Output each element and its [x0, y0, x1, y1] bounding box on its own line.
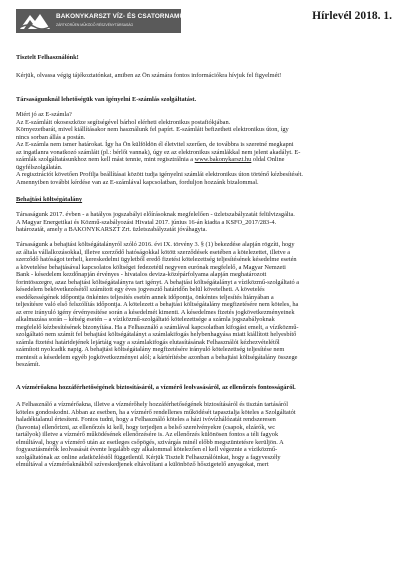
bakonykarszt-logo-icon — [18, 11, 52, 31]
newsletter-header — [16, 9, 400, 39]
collection-fee-text: szerződő hatóságot terheli, kereskedelmi ügyletből eredő fizetési kötelezettség teljesítésének késedelme esetén — [16, 256, 297, 263]
e-invoice-line: Az E-számláit okoseszköze segítségével bárhol elérheti elektronikus postafiókjában. — [16, 118, 231, 126]
section-heading-water-meter: A vízmérőakna hozzáférhetőségének biztosításáról, a vízmérő leolvasásáról, az ellenőrzés fontosságáról. — [16, 384, 296, 391]
water-meter-text: fogyasztásmérők leolvasását évente legalább egy alkalommal kötelezően el kell végeznie a víziközmű- — [16, 446, 278, 453]
e-invoice-line: A regisztrációt követően Profilja beállításai között tudja igényelni számlái elektronikus úton történő kézbesítését. — [16, 171, 303, 178]
collection-fee-text: Bank - késedelem kezdőnapján érvényes - hivatalos deviza-középárfolyama alapján meghatározott — [16, 271, 267, 278]
logo-company-name: BAKONYKARSZT VÍZ- ÉS CSATORNAMŰ — [56, 13, 185, 20]
collection-fee-text: megfelelő kézbesítésének bizonyítása. Ha a Felhasználó a számlával kapcsolatban kifogást emelt, a víziközmű- — [16, 323, 299, 331]
e-invoice-line: az ingatlanra vonatkozó számláit (pl.: bérlői vannak), úgy ez az elektronikus számlákkal nem jelent akadályt. E- — [16, 148, 301, 156]
collection-fee-text: forintösszegre, azaz behajtási költségátalányra tart igényt. A behajtási költségátalányt a víziközmű-szolgáltató a — [16, 278, 300, 286]
e-invoice-line: Miért jó az E-számla? — [16, 111, 72, 118]
e-invoice-line: Környezetbarát, mivel kiállításakor nem használunk fel papírt. E-számláit befizetheti elektronikus úton, így — [16, 126, 289, 133]
collection-fee-text: az általa vállalkozásokkal, illetve szerződő hatóságokkal kötött szerződések esetében a kötelezettet, illetve a — [16, 248, 291, 256]
collection-fee-text: A Magyar Energetikai és Közmű-szabályozási Hivatal 2017. június 16-án kiadta a KSFO_2017/283-4. — [16, 218, 277, 226]
water-meter-text: szolgáltatónak az online adatközléstől függetlenül. Kérjük Tisztelt Felhasználóinkat, hogy a fagyveszély — [16, 453, 281, 461]
water-meter-text: tartályok) illetve a vízmérő működésének ellenőrzésére is. Az ellenőrzés különösen fontos a téli fagyok — [16, 431, 279, 438]
newsletter-title: Hírlevél 2018. 1. — [312, 10, 392, 22]
collection-fee-text: mentesít a késedelem egyéb jogkövetkezményei alól; a kártérítésbe azonban a behajtási költségátalány összege — [16, 353, 298, 361]
collection-fee-text: beszámít. — [16, 361, 41, 368]
collection-fee-text: Társaságunk 2017. évben - a hatályos jogszabályi előírásoknak megfelelően - üzletszabályzatát felülvizsgálta. — [16, 211, 295, 218]
e-invoice-line-part: oldal Online — [251, 156, 285, 163]
water-meter-text: elmúltával a vízmérőaknákból szíveskedjenek eltávolítani a különböző hőszigetelő anyagokat, mert — [16, 461, 269, 468]
e-invoice-line: nincs sorban állás a postán. — [16, 133, 86, 141]
website-link[interactable]: www.bakonykarszt.hu — [194, 156, 252, 163]
greeting: Tisztelt Felhasználónk! — [16, 54, 79, 61]
e-invoice-registration-line — [16, 156, 396, 164]
collection-fee-text: késedelem bekövetkezésétől számított egy éves jogvesztő határidőn belül követelheti. A követelés — [16, 286, 265, 293]
e-invoice-line: ügyfélszolgálatán. — [16, 163, 63, 171]
water-meter-text: (havonta) ellenőrizni, az ellenőrzés ki kell, hogy terjedjen a belső szerelvényekre (csapok, elzárók, wc — [16, 423, 276, 431]
company-logo — [16, 9, 185, 33]
e-invoice-line-part: számlák szolgáltatásunkhoz nem kell mást tennie, mint regisztrálnia a — [16, 156, 195, 163]
water-meter-text: haladéktalanul értesíteni. Fontos tudni, hogy a Felhasználó köteles a házi ivóvízhálózatát rendszeresen — [16, 416, 276, 423]
water-meter-text: elmúltával, hogy a vízmérő után az esetleges csőpögés, szivárgás minél előbb megszüntetésre kerüljön. A — [16, 438, 284, 446]
water-meter-text: köteles gondoskodni. Abban az esetben, ha a vízmérő rendellenes működését tapasztalja köteles a Szolgáltatót — [16, 408, 296, 416]
section-heading-collection-fee: Behajtási költségátalány — [16, 196, 83, 203]
intro-text: Kérjük, olvassa végig tájékoztatónkat, amiben az Ön számára fontos információkra hívjuk fel figyelmét! — [16, 72, 282, 79]
collection-fee-text: az erre irányuló igény érvényesítése során a késedelmét kimenti. A késedelmes fizetés jogkövetkezményeinek — [16, 308, 295, 316]
collection-fee-text: alkalmazása során – kétség esetén – a víziközmű-szolgáltató kötelezettsége a számla jogszabályoknak — [16, 316, 275, 323]
collection-fee-text: teljesítésre való első felszólítás időpontja. A kötelezett a behajtási költségátalány megfizetésére nem köteles, ha — [16, 301, 299, 308]
collection-fee-text: határozatát, amely a BAKONYKARSZT Zrt. üzletszabályzatát jóváhagyta. — [16, 226, 208, 233]
collection-fee-text: a követelése behajtásával kapcsolatos költségei fedezetéül negyven eurónak megfelelő, a Magyar Nemzeti — [16, 263, 286, 271]
water-meter-text: A Felhasználó a vízmérőakna, illetve a vízmérőhely hozzáférhetőségének biztosításáról és tisztán tartásáról — [16, 401, 288, 408]
e-invoice-line: Amennyiben további kérdése van az E-számlával kapcsolatban, forduljon hozzánk bizalommal. — [16, 178, 259, 186]
e-invoice-line: Az E-számla nem ismer határokat. Így ha Ön külföldön él életvitel szerűen, de továbbra is szeretné megkapni — [16, 141, 294, 148]
collection-fee-text: számított nyolcadik napig. A behajtási költségátalány megfizetésére irányuló kötelezettség teljesítése nem — [16, 346, 285, 353]
collection-fee-text: szolgáltató nem számít fel behajtási költségátalányt a számlakifogás helybenhagyása miatt kiállított helyesbítő — [16, 331, 297, 338]
collection-fee-text: Társaságunk a behajtási költségátalányról szóló 2016. évi IX. törvény 3. § (1) bekezdése alapján rögzíti, hogy — [16, 241, 295, 248]
section-heading-e-invoice: Társaságunknál lehetőségük van igényelni E-számlás szolgáltatást. — [16, 96, 197, 103]
logo-company-subtitle: ZÁRTKÖRŰEN MŰKÖDŐ RÉSZVÉNYTÁRSASÁG — [56, 23, 134, 27]
collection-fee-text: esedékességének időpontja önkéntes teljesítés esetén annek időpontja, önkéntes teljesítés hiányában a — [16, 293, 274, 301]
collection-fee-text: számla fizetési határidejének lejártáig vagy a számlakifogás elutasításának Felhasználói kézhezvételétől — [16, 338, 280, 346]
